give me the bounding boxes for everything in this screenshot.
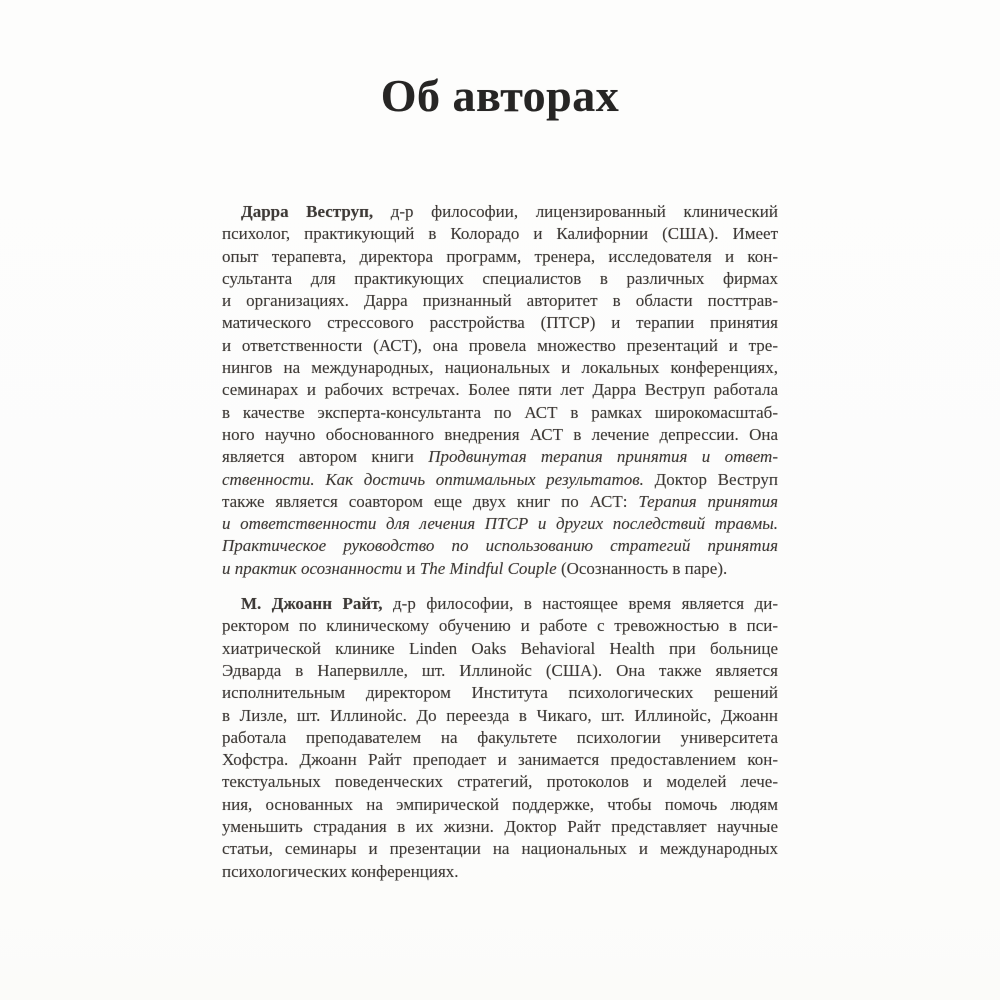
body-text: ного научно обоснованного внедрения АСТ в лечение депрессии. Она (222, 424, 778, 444)
body-text: текстуальных поведенческих стратегий, протоколов и моделей лече- (222, 772, 778, 792)
text-line (222, 223, 778, 245)
text-line (222, 201, 778, 223)
text-line (222, 749, 778, 771)
text-line (222, 402, 778, 424)
text-line (222, 771, 778, 793)
text-line (222, 682, 778, 704)
paragraph-author-m-joann-wright (222, 593, 778, 883)
text-line (222, 727, 778, 749)
body-text: семинарах и рабочих встречах. Более пяти лет Дарра Веструп работала (222, 380, 778, 400)
text-line (222, 379, 778, 401)
paragraph-author-darra-westrup (222, 201, 778, 580)
author-name-bold: М. Джоанн Райт, (241, 594, 383, 614)
text-line (222, 446, 778, 468)
body-text: (Осознанность в паре). (556, 558, 728, 578)
book-title-italic: The Mindful Couple (419, 558, 557, 578)
body-text: опыт терапевта, директора программ, тренера, исследователя и кон- (222, 246, 778, 266)
body-text: также является соавтором еще двух книг по АСТ: (222, 491, 639, 511)
about-authors-text-block (222, 201, 778, 883)
text-line (222, 469, 778, 491)
text-line (222, 558, 778, 580)
text-line (222, 335, 778, 357)
body-text: психолог, практикующий в Колорадо и Калифорнии (США). Имеет (222, 224, 778, 244)
text-line (222, 491, 778, 513)
book-title-italic: и ответственности для лечения ПТСР и других последствий травмы. (222, 514, 778, 534)
body-text: д-р философии, лицензированный клинический (373, 202, 779, 221)
text-line (222, 357, 778, 379)
book-title-italic: Практическое руководство по использованию стратегий принятия (222, 536, 778, 556)
text-line (222, 513, 778, 535)
text-line (222, 816, 778, 838)
body-text: хиатрической клинике Linden Oaks Behavioral Health при больнице (222, 638, 778, 658)
text-line (222, 638, 778, 660)
text-line (222, 705, 778, 727)
body-text: Эдварда в Напервилле, шт. Иллинойс (США). Она также является (222, 660, 778, 680)
text-line (222, 794, 778, 816)
text-line (222, 660, 778, 682)
book-title-italic: и практик осознанности (222, 558, 403, 578)
text-line (222, 838, 778, 860)
text-line (222, 593, 778, 615)
body-text: в Лизле, шт. Иллинойс. До переезда в Чикаго, шт. Иллинойс, Джоанн (222, 705, 778, 725)
body-text: исполнительным директором Института психологических решений (222, 683, 778, 703)
text-line (222, 312, 778, 334)
body-text: является автором книги (222, 447, 429, 467)
body-text: ния, основанных на эмпирической поддержке, чтобы помочь людям (222, 794, 778, 814)
text-line (222, 615, 778, 637)
body-text: и (402, 558, 420, 578)
text-line (222, 424, 778, 446)
body-text: и организациях. Дарра признанный авторитет в области посттрав- (222, 291, 778, 311)
body-text: Хофстра. Джоанн Райт преподает и занимается предоставлением кон- (222, 750, 778, 770)
body-text: ректором по клиническому обучению и работе с тревожностью в пси- (222, 616, 778, 636)
text-line (222, 861, 778, 883)
body-text: нингов на международных, национальных и локальных конференциях, (222, 358, 778, 378)
body-text: работала преподавателем на факультете психологии университета (222, 727, 778, 747)
body-text: психологических конференциях. (222, 861, 459, 881)
body-text: матического стрессового расстройства (ПТСР) и терапии принятия (222, 313, 778, 333)
book-title-italic: ственности. Как достичь оптимальных результатов. (222, 469, 644, 489)
book-title-italic: Терапия принятия (638, 491, 778, 511)
body-text: сультанта для практикующих специалистов в различных фирмах (222, 268, 778, 288)
text-line (222, 535, 778, 557)
body-text: Доктор Веструп (643, 469, 778, 489)
body-text: д-р философии, в настоящее время является ди- (382, 594, 778, 614)
book-title-italic: Продвинутая терапия принятия и ответ- (428, 447, 778, 467)
text-line (222, 246, 778, 268)
author-name-bold: Дарра Веструп, (241, 202, 374, 221)
page-title: Об авторах (380, 70, 620, 121)
body-text: статьи, семинары и презентации на национальных и международных (222, 839, 778, 859)
body-text: уменьшить страдания в их жизни. Доктор Райт представляет научные (222, 817, 778, 837)
body-text: в качестве эксперта-консультанта по АСТ в рамках широкомасштаб- (222, 402, 778, 422)
text-line (222, 268, 778, 290)
text-line (222, 290, 778, 312)
body-text: и ответственности (АСТ), она провела множество презентаций и тре- (222, 335, 778, 355)
